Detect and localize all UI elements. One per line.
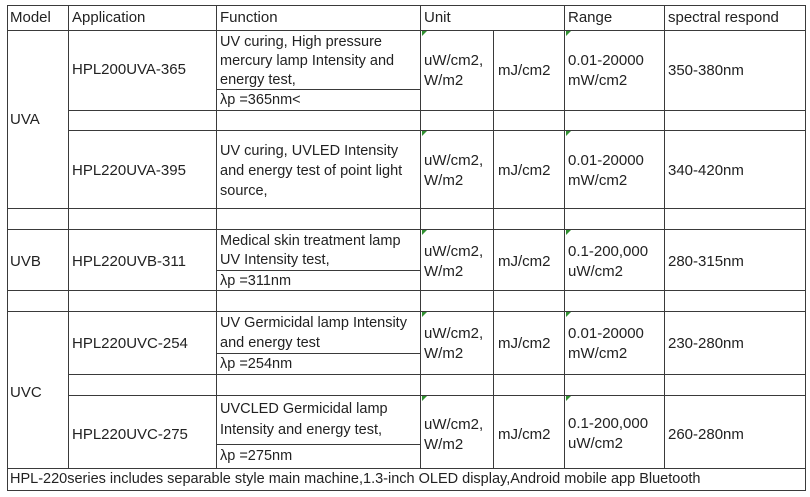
application-cell: HPL220UVB-311 <box>72 253 186 270</box>
footer-note: HPL-220series includes separable style main machine,1.3-inch OLED display,Android mobile app Bluetooth <box>10 471 701 487</box>
function-line: Medical skin treatment lamp <box>220 233 401 249</box>
column-line <box>7 5 8 491</box>
cell-marker <box>422 396 427 401</box>
row-line <box>7 5 805 6</box>
application-cell: HPL220UVC-275 <box>72 426 188 443</box>
model-uva: UVA <box>10 111 40 128</box>
unit-line: W/m2 <box>424 436 464 453</box>
unit-line: W/m2 <box>424 172 464 189</box>
range-line: mW/cm2 <box>568 72 628 89</box>
function-line: UVCLED Germicidal lamp <box>220 401 388 417</box>
unit-line: W/m2 <box>424 263 464 280</box>
cell-marker <box>566 230 571 235</box>
wavelength-cell: λp =254nm <box>220 356 293 372</box>
range-line: 0.01-20000 <box>568 52 644 69</box>
range-line: uW/cm2 <box>568 263 624 280</box>
cell-marker <box>566 396 571 401</box>
range-line: mW/cm2 <box>568 172 628 189</box>
row-line <box>7 30 805 31</box>
spectral-cell: 350-380nm <box>668 62 744 79</box>
function-line: UV curing, High pressure <box>220 34 382 50</box>
column-line <box>68 5 69 469</box>
cell-marker <box>566 131 571 136</box>
function-line: UV Germicidal lamp Intensity <box>220 315 407 331</box>
row-line <box>7 311 805 312</box>
wavelength-cell: λp =311nm <box>220 273 292 289</box>
row-line <box>7 208 805 209</box>
function-line: UV curing, UVLED Intensity <box>220 143 399 159</box>
row-line <box>216 444 420 445</box>
range-line: 0.01-20000 <box>568 325 644 342</box>
spectral-cell: 340-420nm <box>668 162 744 179</box>
wavelength-cell: λp =275nm <box>220 448 293 464</box>
energy-unit-cell: mJ/cm2 <box>498 426 551 443</box>
unit-line: uW/cm2, <box>424 325 484 342</box>
application-cell: HPL200UVA-365 <box>72 61 186 78</box>
function-line: and energy test of point light <box>220 163 403 179</box>
column-line <box>493 30 494 469</box>
column-line <box>664 5 665 469</box>
row-line <box>216 353 420 354</box>
model-uvb: UVB <box>10 253 41 270</box>
column-line <box>564 5 565 469</box>
row-line <box>68 395 805 396</box>
cell-marker <box>422 312 427 317</box>
spectral-cell: 280-315nm <box>668 253 744 270</box>
cell-marker <box>422 230 427 235</box>
header-model: Model <box>10 9 51 26</box>
header-function: Function <box>220 9 278 26</box>
spectral-cell: 230-280nm <box>668 335 744 352</box>
range-line: 0.1-200,000 <box>568 415 649 432</box>
cell-marker <box>566 312 571 317</box>
range-line: 0.01-20000 <box>568 152 644 169</box>
unit-line: uW/cm2, <box>424 416 484 433</box>
cell-marker <box>566 31 571 36</box>
energy-unit-cell: mJ/cm2 <box>498 62 551 79</box>
column-line <box>216 5 217 469</box>
header-range: Range <box>568 9 613 26</box>
function-line: energy test, <box>220 72 296 88</box>
unit-line: uW/cm2, <box>424 52 484 69</box>
row-line <box>7 229 805 230</box>
function-line: Intensity and energy test, <box>220 422 383 438</box>
unit-line: uW/cm2, <box>424 243 484 260</box>
unit-line: W/m2 <box>424 345 464 362</box>
unit-line: uW/cm2, <box>424 152 484 169</box>
energy-unit-cell: mJ/cm2 <box>498 253 551 270</box>
row-line <box>68 130 805 131</box>
function-line: and energy test <box>220 335 320 351</box>
wavelength-cell: λp =365nm< <box>220 92 301 108</box>
function-line: UV Intensity test, <box>220 252 330 268</box>
header-application: Application <box>72 9 146 26</box>
range-line: mW/cm2 <box>568 345 628 362</box>
application-cell: HPL220UVA-395 <box>72 162 186 179</box>
range-line: 0.1-200,000 <box>568 243 649 260</box>
function-line: source, <box>220 183 268 199</box>
energy-unit-cell: mJ/cm2 <box>498 335 551 352</box>
cell-marker <box>422 31 427 36</box>
column-line <box>420 5 421 469</box>
energy-unit-cell: mJ/cm2 <box>498 162 551 179</box>
spectral-cell: 260-280nm <box>668 426 744 443</box>
model-uvc: UVC <box>10 384 42 401</box>
row-line <box>7 290 805 291</box>
row-line <box>7 490 805 491</box>
header-unit: Unit <box>424 9 451 26</box>
function-line: mercury lamp Intensity and <box>220 53 395 69</box>
range-line: uW/cm2 <box>568 435 624 452</box>
column-line <box>805 5 806 491</box>
row-line <box>216 270 420 271</box>
row-line <box>68 374 805 375</box>
unit-line: W/m2 <box>424 72 464 89</box>
cell-marker <box>422 131 427 136</box>
header-spectral: spectral respond <box>668 9 779 26</box>
row-line <box>7 468 805 469</box>
application-cell: HPL220UVC-254 <box>72 335 188 352</box>
row-line <box>68 110 805 111</box>
